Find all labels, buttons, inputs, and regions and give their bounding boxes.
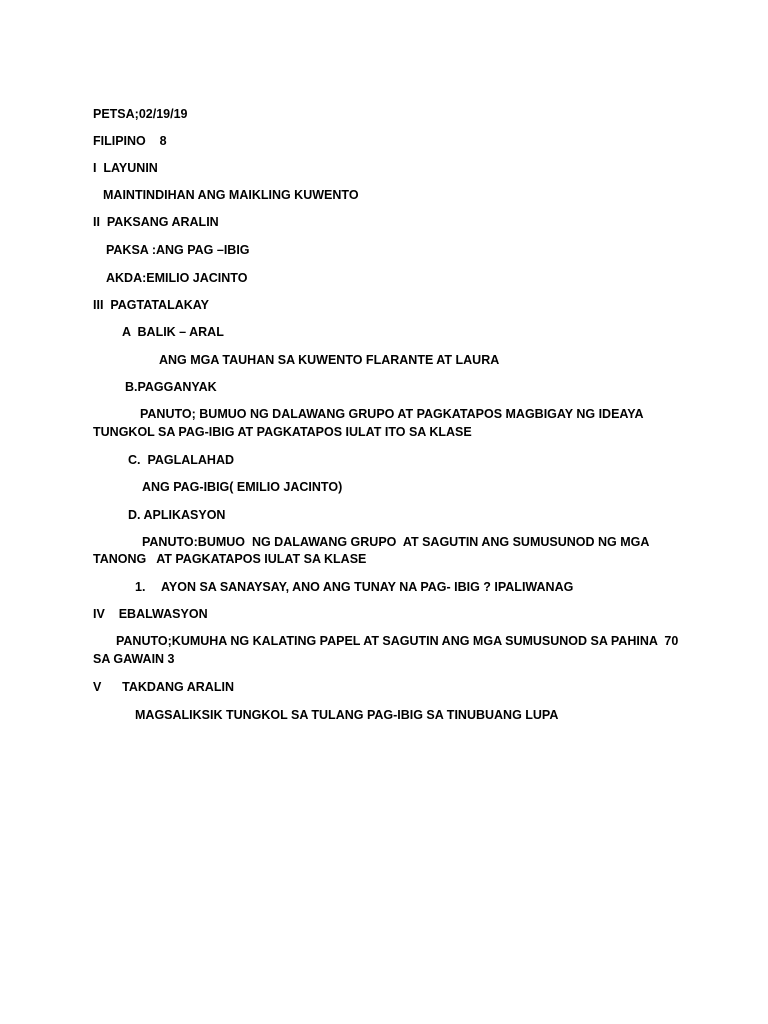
aplikasyon-heading: D. APLIKASYON bbox=[128, 508, 226, 522]
pagganyak-text-line-1: PANUTO; BUMUO NG DALAWANG GRUPO AT PAGKATAPOS MAGBIGAY NG IDEAYA bbox=[140, 407, 644, 421]
paglalahad-heading: C. PAGLALAHAD bbox=[128, 453, 235, 467]
balik-aral-text: ANG MGA TAUHAN SA KUWENTO FLARANTE AT LAURA bbox=[159, 353, 500, 367]
takdang-aralin-heading: V TAKDANG ARALIN bbox=[93, 680, 234, 694]
subject-line: FILIPINO 8 bbox=[93, 134, 167, 148]
aplikasyon-text-line-1: PANUTO:BUMUO NG DALAWANG GRUPO AT SAGUTIN ANG SUMUSUNOD NG MGA bbox=[142, 535, 650, 549]
layunin-heading: I LAYUNIN bbox=[93, 161, 158, 175]
akda-line: AKDA:EMILIO JACINTO bbox=[106, 271, 248, 285]
question-text: AYON SA SANAYSAY, ANO ANG TUNAY NA PAG- IBIG ? IPALIWANAG bbox=[161, 580, 574, 594]
takdang-aralin-text: MAGSALIKSIK TUNGKOL SA TULANG PAG-IBIG SA TINUBUANG LUPA bbox=[135, 708, 559, 722]
ebalwasyon-heading: IV EBALWASYON bbox=[93, 607, 208, 621]
aplikasyon-text-line-2: TANONG AT PAGKATAPOS IULAT SA KLASE bbox=[93, 552, 367, 566]
ebalwasyon-text-line-2: SA GAWAIN 3 bbox=[93, 652, 175, 666]
paksa-line: PAKSA :ANG PAG –IBIG bbox=[106, 243, 250, 257]
pagganyak-text-line-2: TUNGKOL SA PAG-IBIG AT PAGKATAPOS IULAT ITO SA KLASE bbox=[93, 425, 472, 439]
balik-aral-heading: A BALIK – ARAL bbox=[122, 325, 224, 339]
question-number: 1. bbox=[135, 580, 146, 594]
pagtatalakay-heading: III PAGTATALAKAY bbox=[93, 298, 209, 312]
pagganyak-heading: B.PAGGANYAK bbox=[125, 380, 217, 394]
paglalahad-text: ANG PAG-IBIG( EMILIO JACINTO) bbox=[142, 480, 343, 494]
date-line: PETSA;02/19/19 bbox=[93, 107, 188, 121]
layunin-text: MAINTINDIHAN ANG MAIKLING KUWENTO bbox=[103, 188, 359, 202]
ebalwasyon-text-line-1: PANUTO;KUMUHA NG KALATING PAPEL AT SAGUTIN ANG MGA SUMUSUNOD SA PAHINA 70 bbox=[116, 634, 679, 648]
paksang-aralin-heading: II PAKSANG ARALIN bbox=[93, 215, 219, 229]
